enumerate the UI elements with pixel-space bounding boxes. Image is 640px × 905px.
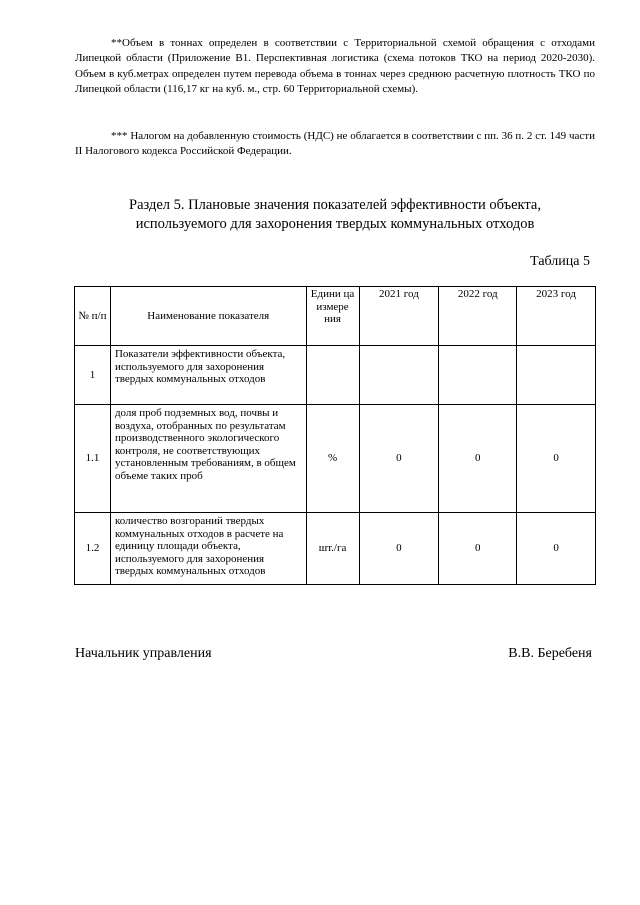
row-unit: [306, 346, 359, 405]
header-2021: 2021 год: [359, 287, 439, 346]
row-2022: [439, 346, 517, 405]
header-2022: 2022 год: [439, 287, 517, 346]
row-2023: 0: [517, 405, 596, 513]
row-num: 1: [75, 346, 111, 405]
row-unit: %: [306, 405, 359, 513]
header-name: Наименование показателя: [110, 287, 306, 346]
row-2021: 0: [359, 513, 439, 585]
signature-name: В.В. Беребеня: [508, 646, 592, 661]
section-title-line1: Раздел 5. Плановые значения показателей эффективности объекта,: [129, 197, 541, 213]
row-2023: [517, 346, 596, 405]
signature-position: Начальник управления: [75, 646, 212, 661]
table-row: [75, 346, 596, 405]
row-2022: 0: [439, 513, 517, 585]
table-row: [75, 405, 596, 513]
footnote-vat: *** Налогом на добавленную стоимость (НДС) не облагается в соответствии с пп. 36 п. 2 ст. 149 части II Налогового кодекса Российской Федерации.: [75, 130, 595, 158]
row-num: 1.2: [75, 513, 111, 585]
row-2021: 0: [359, 405, 439, 513]
row-2022: 0: [439, 405, 517, 513]
row-unit: шт./га: [306, 513, 359, 585]
header-2023: 2023 год: [517, 287, 596, 346]
table-caption: Таблица 5: [530, 254, 590, 269]
row-name: Показатели эффективности объекта, используемого для захоронения твердых коммунальных отходов: [110, 346, 306, 405]
header-unit: Едини ца измере ния: [306, 287, 359, 346]
table-row: [75, 513, 596, 585]
row-2023: 0: [517, 513, 596, 585]
indicators-table: [74, 286, 596, 585]
footnote-volume: **Объем в тоннах определен в соответствии с Территориальной схемой обращения с отходами Липецкой области (Приложение В1. Перспективная логистика (схема потоков ТКО на период 2020-2030). Объем в куб.метрах определен путем перевода объема в тоннах через среднюю расчетную плотность ТКО по Липецкой области (116,17 кг на куб. м., стр. 60 Территориальной схемы).: [75, 37, 595, 95]
row-2021: [359, 346, 439, 405]
table-header-row: [75, 287, 596, 346]
section-title-line2: используемого для захоронения твердых коммунальных отходов: [135, 216, 535, 232]
row-num: 1.1: [75, 405, 111, 513]
header-num: № п/п: [75, 287, 111, 346]
section-title: [75, 196, 595, 234]
row-name: доля проб подземных вод, почвы и воздуха, отобранных по результатам производственного экологического контроля, не соответствующих установленным требованиям, в общем объеме таких проб: [110, 405, 306, 513]
row-name: количество возгораний твердых коммунальных отходов в расчете на единицу площади объекта, используемого для захоронения твердых коммунальных отходов: [110, 513, 306, 585]
